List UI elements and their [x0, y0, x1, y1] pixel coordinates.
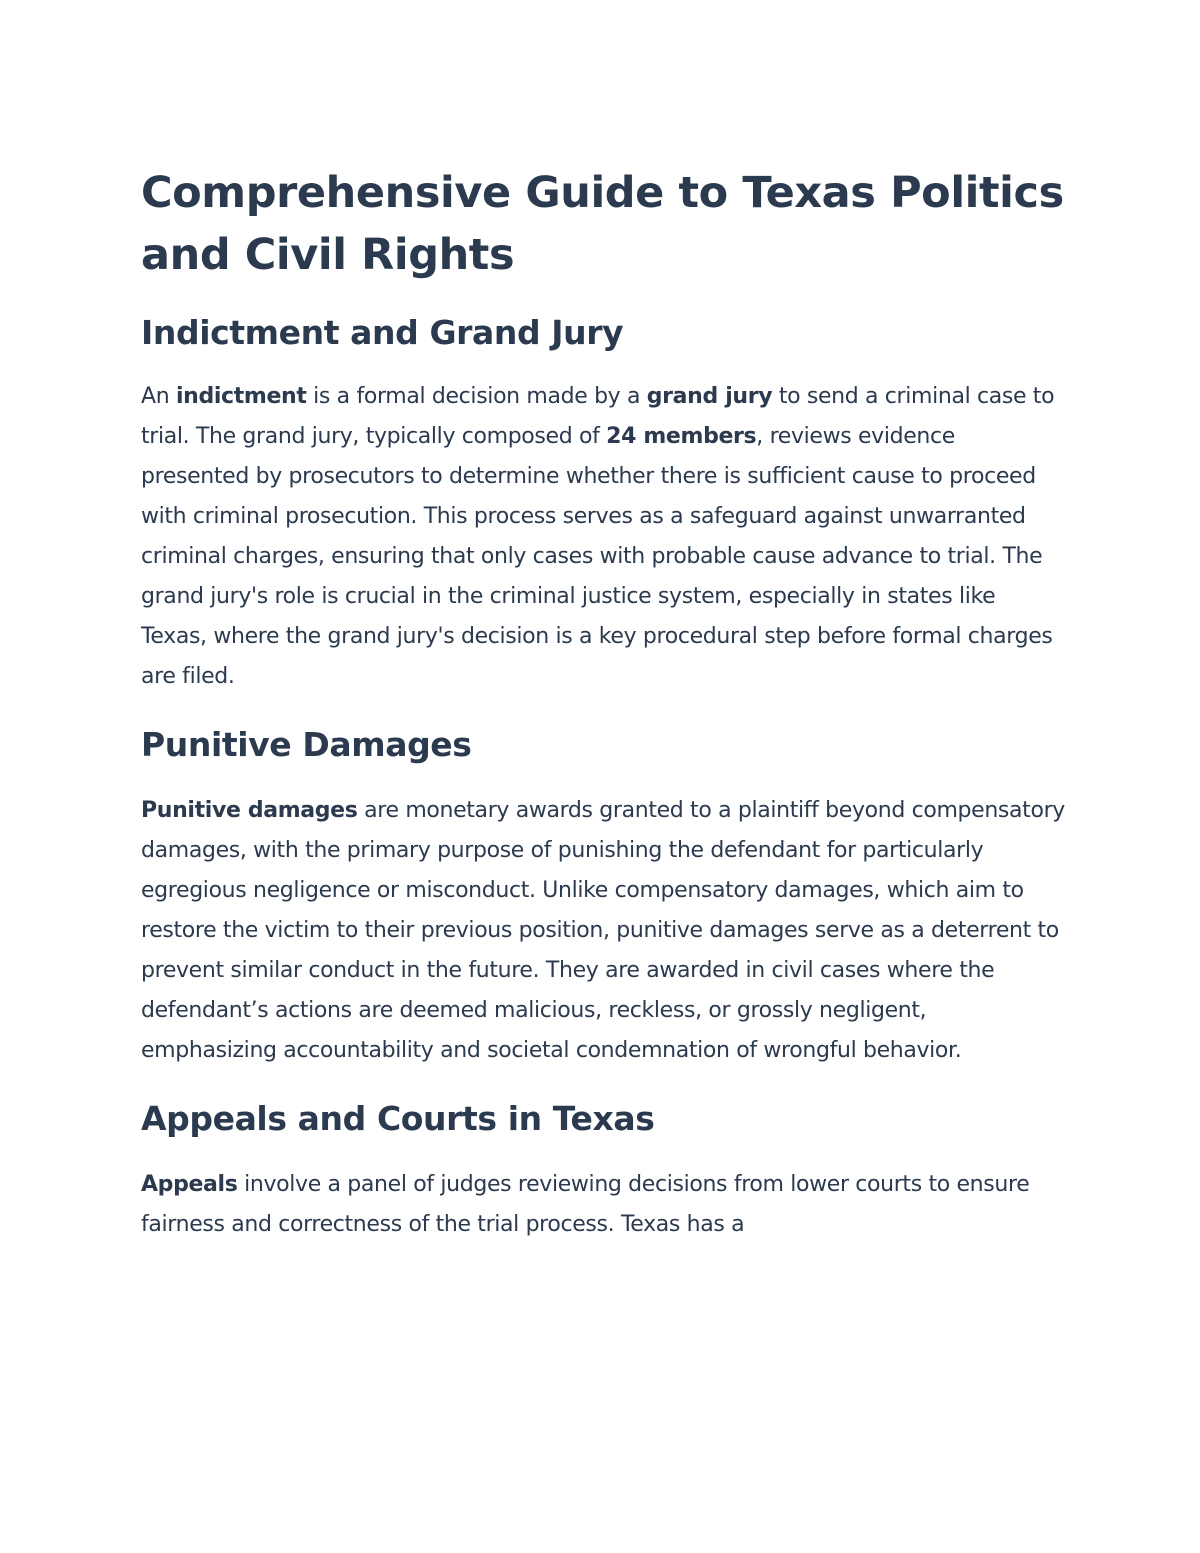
term-24-members: 24 members [606, 424, 757, 449]
section-paragraph-appeals [141, 1165, 1066, 1245]
section-paragraph-punitive-damages [141, 791, 1066, 1071]
paragraph-text: An [141, 384, 176, 409]
document-page [141, 162, 1066, 1245]
paragraph-text: is a formal decision made by a [306, 384, 647, 409]
term-appeals: Appeals [141, 1172, 238, 1197]
section-heading-appeals: Appeals and Courts in Texas [141, 1099, 655, 1138]
page-title: Comprehensive Guide to Texas Politics and Civil Rights [141, 168, 1064, 280]
paragraph-text: involve a panel of judges reviewing decisions from lower courts to ensure fairness and correctness of the trial process. Texas has a [141, 1172, 1030, 1237]
term-punitive-damages: Punitive damages [141, 798, 358, 823]
section-paragraph-indictment [141, 377, 1066, 697]
section-heading-indictment: Indictment and Grand Jury [141, 313, 624, 352]
term-indictment: indictment [175, 384, 307, 409]
paragraph-text: are monetary awards granted to a plaintiff beyond compensatory damages, with the primary purpose of punishing the defendant for particularly egregious negligence or misconduct. Unlike compensatory damages, which aim to restore the victim to their previous position, punitive damages serve as a deterrent to prevent similar conduct in the future. They are awarded in civil cases where the defendant’s actions are deemed malicious, reckless, or grossly negligent, emphasizing accountability and societal condemnation of wrongful behavior. [141, 798, 1065, 1063]
paragraph-text: , reviews evidence presented by prosecutors to determine whether there is sufficient cause to proceed with criminal prosecution. This process serves as a safeguard against unwarranted criminal charges, ensuring that only cases with probable cause advance to trial. The grand jury's role is crucial in the criminal justice system, especially in states like Texas, where the grand jury's decision is a key procedural step before formal charges are filed. [141, 424, 1053, 689]
paragraph-text: to send a criminal case to trial. The grand jury, typically composed of [141, 384, 1055, 449]
section-heading-punitive-damages: Punitive Damages [141, 725, 472, 764]
term-grand-jury: grand jury [646, 384, 773, 409]
